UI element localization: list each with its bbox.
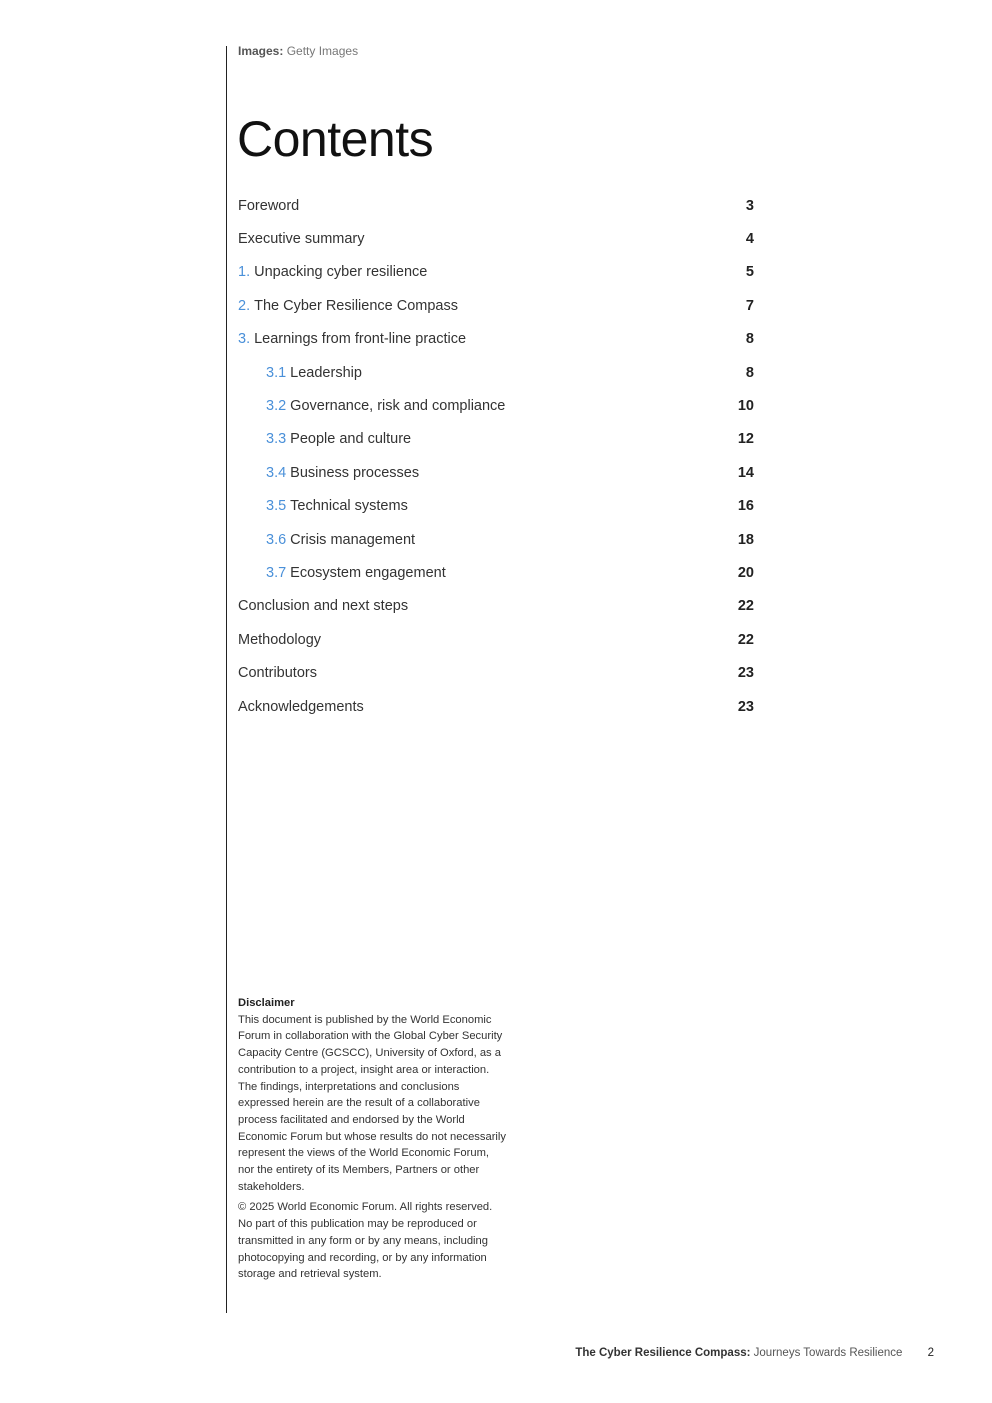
toc-entry-page: 20 xyxy=(737,564,754,581)
page-title: Contents xyxy=(237,111,434,167)
toc-entry-page: 23 xyxy=(737,665,754,682)
toc-entry-number: 3.7 xyxy=(266,564,287,581)
toc-entry-page: 22 xyxy=(737,598,754,615)
toc-entry-title: Foreword xyxy=(238,197,300,214)
toc-entry-label xyxy=(266,365,362,381)
toc-entry-page: 16 xyxy=(737,498,754,515)
toc-entry-page: 12 xyxy=(737,431,754,448)
toc-entry-number: 3. xyxy=(238,331,251,348)
page-footer xyxy=(575,1347,934,1359)
toc-entry[interactable] xyxy=(238,656,754,689)
toc-entry-title: Conclusion and next steps xyxy=(238,598,409,615)
toc-entry-number: 3.5 xyxy=(266,498,287,515)
toc-entry[interactable] xyxy=(238,222,754,255)
toc-entry-title: People and culture xyxy=(290,431,412,448)
toc-entry[interactable] xyxy=(238,556,754,589)
toc-entry[interactable] xyxy=(238,289,754,322)
toc-entry-page: 8 xyxy=(745,364,754,381)
toc-entry-page: 18 xyxy=(737,531,754,548)
toc-entry[interactable] xyxy=(238,690,754,723)
toc-entry-number: 3.2 xyxy=(266,398,287,415)
toc-entry[interactable] xyxy=(238,323,754,356)
toc-entry-number: 2. xyxy=(238,297,251,314)
left-margin-rule xyxy=(226,46,227,1313)
toc-entry[interactable] xyxy=(238,523,754,556)
toc-entry[interactable] xyxy=(238,389,754,422)
toc-entry-label xyxy=(238,598,408,614)
toc-entry-label xyxy=(266,565,446,581)
footer-doc-title: The Cyber Resilience Compass: xyxy=(575,1347,751,1359)
toc-entry-title: Ecosystem engagement xyxy=(290,564,446,581)
toc-entry[interactable] xyxy=(238,490,754,523)
toc-entry-title: Leadership xyxy=(290,364,362,381)
toc-entry-number: 3.3 xyxy=(266,431,287,448)
copyright-notice: © 2025 World Economic Forum. All rights reserved. No part of this publication may be reproduced or transmitted in any form or by any means, including photocopying and recording, or by any information storage and retrieval system. xyxy=(238,1201,493,1281)
disclaimer-heading: Disclaimer xyxy=(238,997,295,1009)
toc-entry-page: 10 xyxy=(737,398,754,415)
toc-entry[interactable] xyxy=(238,423,754,456)
toc-entry[interactable] xyxy=(238,623,754,656)
toc-entry-title: Executive summary xyxy=(238,231,365,248)
image-credit xyxy=(238,44,358,58)
toc-entry-label xyxy=(238,699,364,715)
toc-entry-title: Contributors xyxy=(238,665,317,682)
toc-entry-label xyxy=(238,198,299,214)
toc-entry-title: Acknowledgements xyxy=(238,698,364,715)
toc-entry-label xyxy=(238,331,466,347)
disclaimer-body: This document is published by the World Economic Forum in collaboration with the Global Cyber Security Capacity Centre (GCSCC), University of Oxford, as a contribution to a project, insight area or interaction. The findings, interpretations and conclusions expressed herein are the result of a collaborative process facilitated and endorsed by the World Economic Forum but whose results do not necessarily represent the views of the World Economic Forum, nor the entirety of its Members, Partners or other stakeholders. xyxy=(238,1013,506,1193)
toc-entry-title: The Cyber Resilience Compass xyxy=(254,297,458,314)
toc-entry-title: Learnings from front-line practice xyxy=(254,331,467,348)
toc-entry-label xyxy=(238,264,427,280)
toc-entry-number: 3.1 xyxy=(266,364,287,381)
toc-entry-label xyxy=(238,665,317,681)
footer-page-number: 2 xyxy=(927,1347,934,1359)
toc-entry-page: 8 xyxy=(745,331,754,348)
toc-entry-label xyxy=(266,431,411,447)
image-credit-label: Images: xyxy=(238,44,284,58)
toc-entry-title: Methodology xyxy=(238,631,322,648)
toc-entry-label xyxy=(238,632,321,648)
toc-entry-number: 1. xyxy=(238,264,251,281)
toc-entry-page: 5 xyxy=(745,264,754,281)
toc-entry[interactable] xyxy=(238,590,754,623)
toc-entry-label xyxy=(238,231,365,247)
table-of-contents xyxy=(238,189,754,723)
toc-entry-label xyxy=(266,465,419,481)
toc-entry-page: 22 xyxy=(737,631,754,648)
toc-entry-title: Governance, risk and compliance xyxy=(290,398,506,415)
toc-entry-number: 3.4 xyxy=(266,464,287,481)
toc-entry-page: 3 xyxy=(745,197,754,214)
toc-entry[interactable] xyxy=(238,189,754,222)
toc-entry-title: Business processes xyxy=(290,464,420,481)
image-credit-value: Getty Images xyxy=(286,44,359,58)
toc-entry[interactable] xyxy=(238,456,754,489)
toc-entry-label xyxy=(266,498,408,514)
toc-entry-label xyxy=(266,398,505,414)
toc-entry-page: 14 xyxy=(737,464,754,481)
footer-doc-subtitle: Journeys Towards Resilience xyxy=(753,1347,903,1359)
toc-entry-page: 23 xyxy=(737,698,754,715)
toc-entry-label xyxy=(266,532,415,548)
toc-entry-title: Technical systems xyxy=(290,498,408,515)
disclaimer xyxy=(238,995,508,1283)
toc-entry[interactable] xyxy=(238,256,754,289)
toc-entry[interactable] xyxy=(238,356,754,389)
toc-entry-title: Crisis management xyxy=(290,531,416,548)
toc-entry-label xyxy=(238,298,458,314)
toc-entry-page: 7 xyxy=(745,297,754,314)
toc-entry-title: Unpacking cyber resilience xyxy=(254,264,428,281)
toc-entry-number: 3.6 xyxy=(266,531,287,548)
toc-entry-page: 4 xyxy=(745,231,754,248)
